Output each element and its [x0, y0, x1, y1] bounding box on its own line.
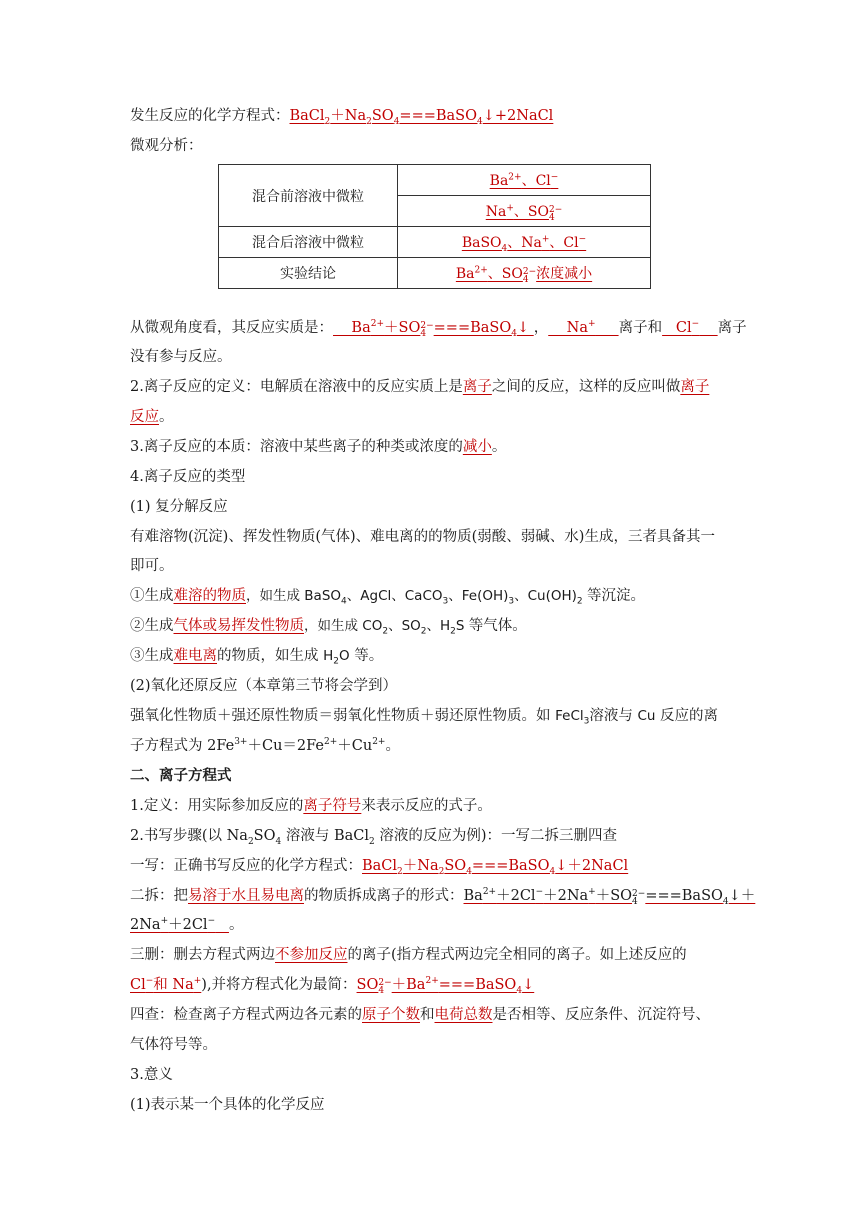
- redox-line-1: 强氧化性物质＋强还原性物质＝弱氧化性物质＋弱还原性物质。如 FeCl$_3$溶液与 Cu 反应的离: [130, 708, 719, 727]
- ionic-def-post: 来表示反应的式子。: [361, 798, 492, 814]
- condition-1-post: ，如生成 BaSO$_4$、AgCl、CaCO$_3$、$Fe(OH)_3$、$Cu(OH)_2$: [246, 588, 583, 607]
- essence-prefix: 从微观角度看，其反应实质是：: [130, 320, 333, 336]
- essence-mid: 离子和: [618, 320, 663, 336]
- essence-def-end: 。: [491, 439, 507, 455]
- type-1-desc-2: 即可。: [130, 558, 174, 574]
- table-row-label: 实验结论: [219, 258, 398, 289]
- condition-2: ②生成气体或易挥发性物质，如生成 $CO_2$、$SO_2$、$H_2S$ 等气体。: [130, 618, 527, 637]
- micro-analysis-table: [218, 164, 651, 289]
- definition-line-2: [130, 407, 174, 427]
- micro-label: 微观分析：: [130, 138, 203, 154]
- step-split-equation-2: 2Na+＋2Cl−: [130, 916, 216, 933]
- condition-2-answer: 气体或易挥发性物质: [173, 618, 304, 634]
- table-cell: BaSO$_4$、Na+、Cl−: [398, 227, 651, 258]
- steps-title: 2.书写步骤(以 $Na_2SO_4$ 溶液与 BaCl$_2$ 溶液的反应为例)：一写二拆三删四查: [130, 828, 617, 847]
- equation-label: 发生反应的化学方程式：: [130, 108, 290, 124]
- type-1-desc: 有难溶物(沉淀)、挥发性物质(气体)、难电离的的物质(弱酸、弱碱、水)生成，三者具备其一: [130, 529, 715, 545]
- step-split-2: [130, 915, 243, 935]
- essence-blank-3: Cl−: [662, 319, 700, 336]
- essence-sep: ，: [533, 320, 549, 336]
- condition-3: [130, 646, 383, 666]
- step-delete-post: 的离子(指方程式两边完全相同的离子。如上述反应的: [347, 947, 687, 963]
- condition-1: ①生成难溶的物质，如生成 BaSO$_4$、AgCl、CaCO$_3$、$Fe(OH)_3$、$Cu(OH)_2$ 等沉淀。: [130, 588, 645, 607]
- table-row-label: 混合前溶液中微粒: [219, 165, 398, 227]
- step-split-answer: 易溶于水且易电离: [188, 888, 304, 904]
- step-check-pre: 四查：检查离子方程式两边各元素的: [130, 1007, 362, 1023]
- equation-answer: $BaCl_2+Na_2SO_4===BaSO_4↓+2NaCl$: [289, 108, 554, 127]
- definition-answer-2b: 反应: [130, 409, 159, 425]
- table-cell: Na+、SO2− 4: [398, 196, 651, 227]
- definition-text: 2.离子反应的定义：电解质在溶液中的反应实质上是: [130, 379, 463, 395]
- step-write-answer: $BaCl_2+Na_2SO_4===BaSO_4↓+2NaCl$: [362, 858, 629, 877]
- definition-end: 。: [159, 409, 174, 425]
- step-delete-equation: SO2− $4 +Ba^{2+}===BaSO_4↓$: [356, 976, 535, 996]
- essence-blank-2: Na+: [548, 319, 596, 336]
- condition-1-pre: ①生成: [130, 588, 174, 604]
- step-check-post: 是否相等、反应条件、沉淀符号、: [492, 1007, 710, 1023]
- condition-2-post: ，如生成 $CO_2$、$SO_2$、$H_2S$: [304, 618, 469, 637]
- condition-2-pre: ②生成: [130, 618, 174, 634]
- step-split: [130, 886, 755, 906]
- step-check-2: 气体符号等。: [130, 1037, 217, 1053]
- definition-text-2: 之间的反应，这样的反应叫做: [491, 379, 681, 395]
- step-write-pre: 一写：正确书写反应的化学方程式：: [130, 858, 362, 874]
- definition-line: [130, 377, 709, 397]
- redox-line-2: 子方程式为 $2Fe^{3+}+Cu=2Fe^{2+}+Cu^{2+}$。: [130, 737, 400, 754]
- step-check-and: 和: [420, 1007, 435, 1023]
- essence-line-2: 没有参与反应。: [130, 349, 232, 365]
- part2-heading: 二、离子方程式: [130, 767, 232, 784]
- definition-answer-1: 离子: [462, 379, 492, 395]
- essence-def-answer: 减小: [462, 439, 492, 455]
- essence-blank-1: $Ba^{2+}+SO2-$ 4 ===BaSO$_4$↓: [333, 319, 534, 339]
- ionic-def-pre: 1.定义：用实际参加反应的: [130, 798, 304, 814]
- condition-1-answer: 难溶的物质: [173, 588, 246, 604]
- step-delete: [130, 945, 687, 965]
- essence-suffix: 离子: [717, 320, 747, 336]
- step-check-answer-2: 电荷总数: [434, 1007, 493, 1023]
- step-split-end: 。: [228, 917, 244, 933]
- table-cell: $Ba^{2+}$、SO2− 4 浓度减小: [398, 258, 651, 289]
- step-write: [130, 856, 628, 876]
- ionic-def-answer: 离子符号: [303, 798, 362, 814]
- condition-3-pre: ③生成: [130, 648, 174, 664]
- step-delete-2: [130, 975, 534, 995]
- step-delete-answer-2: Cl−和 Na+: [130, 976, 202, 993]
- essence-line: [130, 318, 747, 338]
- step-split-equation: $Ba^{2+}+2Cl^-+2Na^++SO2-$ 4 ===BaSO$_4$↓＋: [463, 887, 756, 907]
- table-cell: $Ba^{2+}$、Cl−: [398, 165, 651, 196]
- step-check-answer-1: 原子个数: [362, 1007, 420, 1023]
- condition-3-answer: 难电离: [173, 648, 217, 664]
- type-1-title: (1) 复分解反应: [130, 499, 228, 515]
- step-split-pre: 二拆：把: [130, 888, 188, 904]
- step-delete-mid: ),并将方程式化为最简：: [201, 977, 357, 993]
- essence-def-line: [130, 437, 506, 457]
- step-delete-pre: 三删：删去方程式两边: [130, 947, 275, 963]
- step-split-mid: 的物质拆成离子的形式：: [304, 888, 464, 904]
- meaning-title: 3.意义: [130, 1067, 173, 1083]
- equation-line: [130, 106, 553, 126]
- condition-3-post: 的物质，如生成 $H_2O$ 等。: [217, 648, 384, 667]
- meaning-1: (1)表示某一个具体的化学反应: [130, 1097, 325, 1113]
- step-delete-answer: 不参加反应: [275, 947, 348, 963]
- essence-def-text: 3.离子反应的本质：溶液中某些离子的种类或浓度的: [130, 439, 463, 455]
- type-2-title: (2)氧化还原反应（本章第三节将会学到）: [130, 678, 398, 694]
- step-check: [130, 1005, 710, 1025]
- ionic-def: [130, 796, 492, 816]
- table-row-label: 混合后溶液中微粒: [219, 227, 398, 258]
- types-title: 4.离子反应的类型: [130, 469, 246, 485]
- definition-answer-2a: 离子: [680, 379, 710, 395]
